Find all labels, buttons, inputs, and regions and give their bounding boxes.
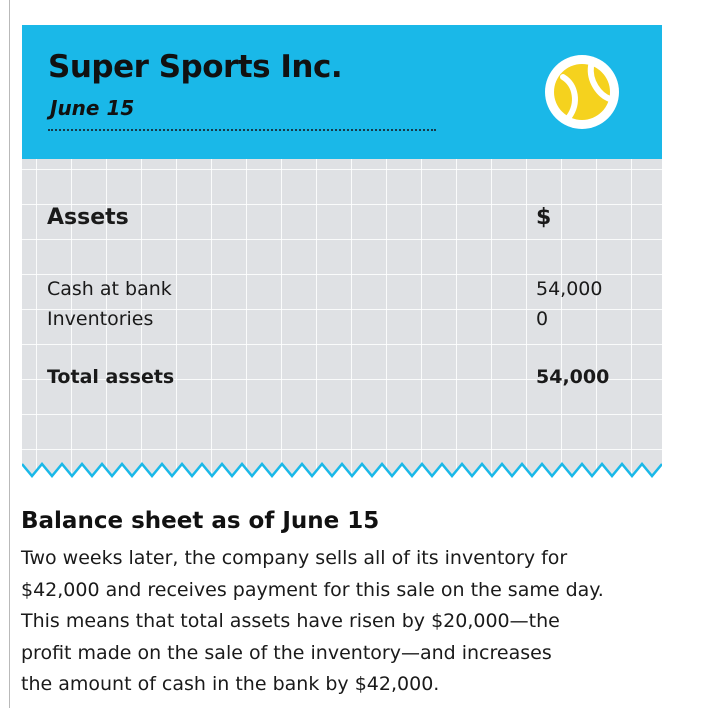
margin-rule bbox=[9, 0, 10, 708]
assets-table bbox=[22, 159, 662, 495]
row-label-inventories: Inventories bbox=[47, 308, 154, 330]
caption-line: This means that total assets have risen by $20,000—the bbox=[21, 610, 560, 632]
row-value-inventories: 0 bbox=[536, 308, 549, 330]
balance-sheet-card bbox=[22, 25, 662, 495]
row-value-cash: 54,000 bbox=[536, 278, 603, 300]
total-assets-label: Total assets bbox=[47, 366, 175, 388]
dotted-divider bbox=[48, 129, 436, 131]
sheet-date: June 15 bbox=[50, 96, 135, 120]
total-assets-value: 54,000 bbox=[536, 366, 610, 388]
caption-line: profit made on the sale of the inventory—and increases bbox=[21, 641, 552, 664]
tennis-ball-icon bbox=[543, 53, 621, 131]
caption-line: the amount of cash in the bank by $42,000. bbox=[21, 673, 440, 695]
torn-edge bbox=[22, 450, 662, 495]
company-name: Super Sports Inc. bbox=[48, 49, 343, 85]
card-header bbox=[22, 25, 662, 159]
caption-line: Two weeks later, the company sells all of its inventory for bbox=[21, 547, 568, 569]
caption-line: $42,000 and receives payment for this sale on the same day. bbox=[21, 578, 604, 601]
caption-body bbox=[21, 543, 681, 701]
caption-title: Balance sheet as of June 15 bbox=[21, 508, 380, 534]
currency-heading: $ bbox=[536, 205, 552, 230]
assets-heading: Assets bbox=[47, 205, 129, 230]
row-label-cash: Cash at bank bbox=[47, 278, 172, 300]
